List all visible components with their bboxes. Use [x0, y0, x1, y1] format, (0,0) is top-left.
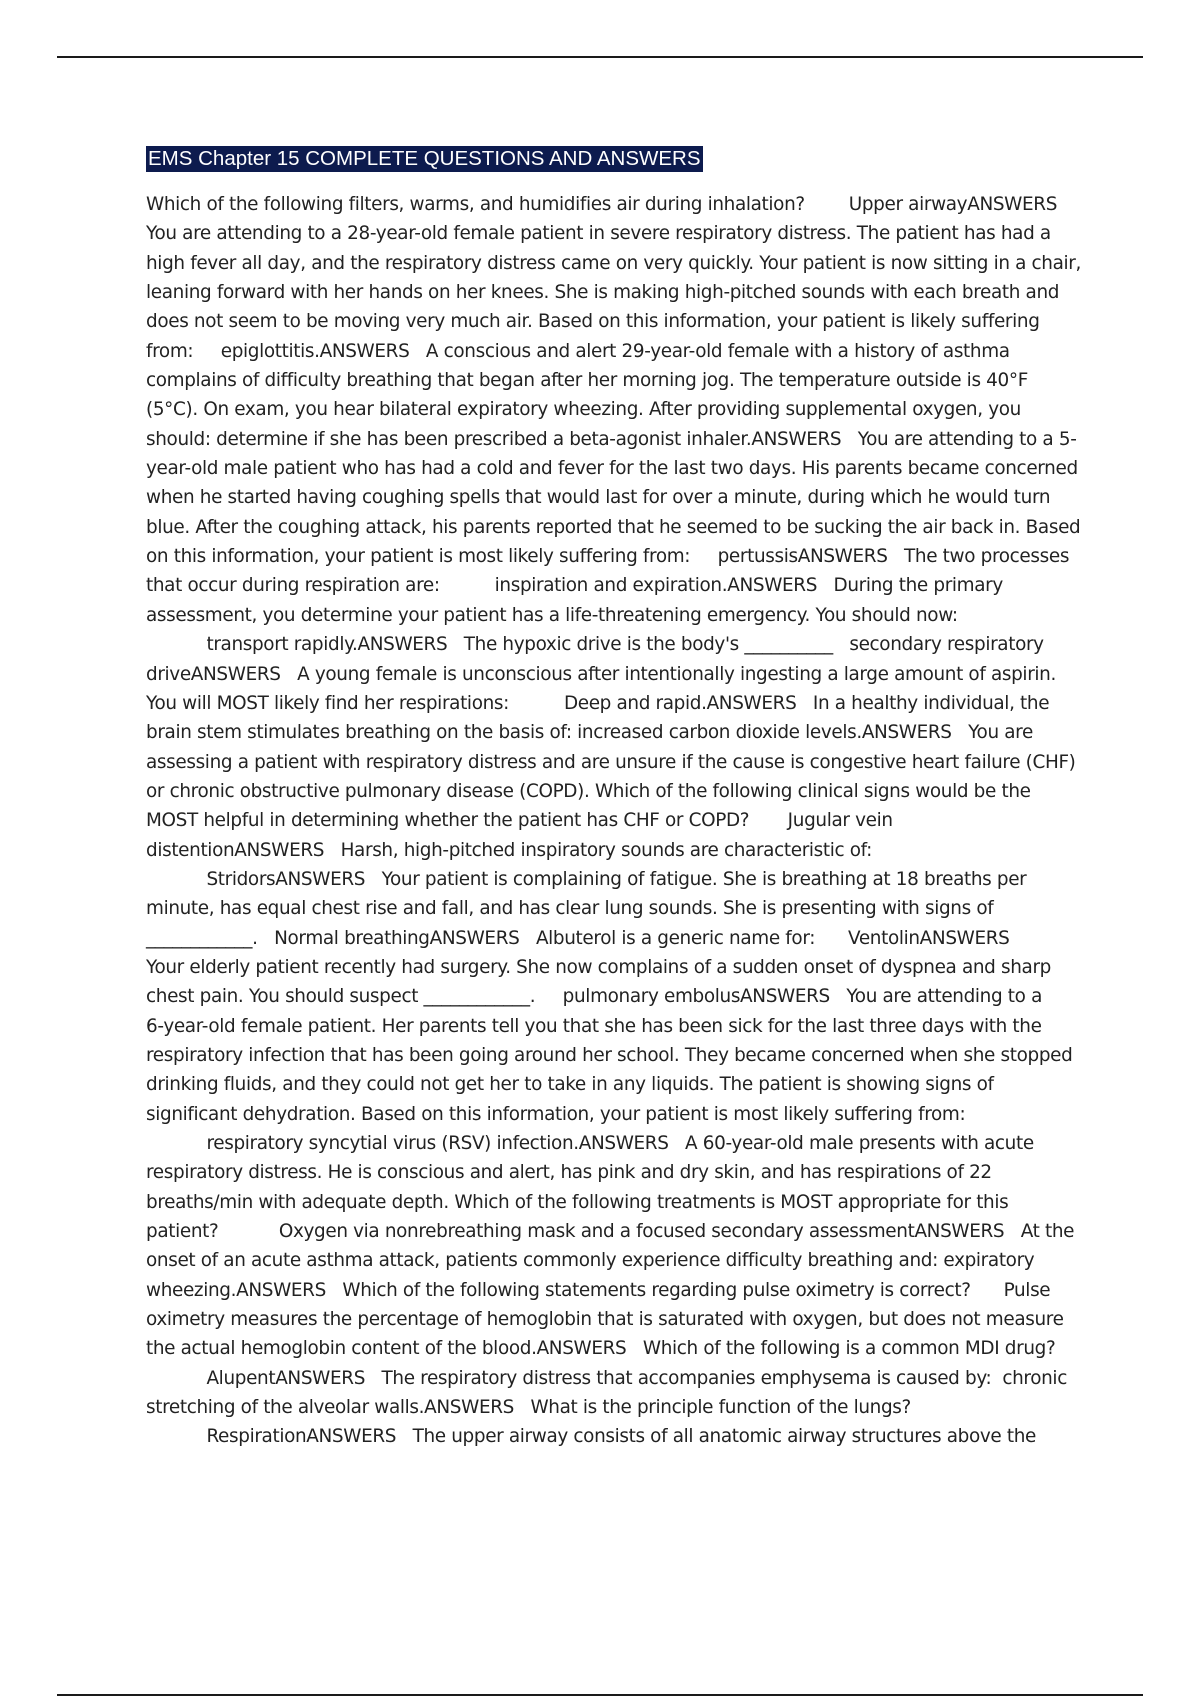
top-rule	[57, 56, 1143, 58]
text-line: wheezing.ANSWERS Which of the following statements regarding pulse oximetry is correct? Pulse	[146, 1279, 1051, 1301]
text-line: does not seem to be moving very much air. Based on this information, your patient is likely suffering	[146, 311, 1040, 333]
text-line: or chronic obstructive pulmonary disease (COPD). Which of the following clinical signs would be the	[146, 780, 1031, 802]
text-line: assessing a patient with respiratory distress and are unsure if the cause is congestive heart failure (CHF)	[146, 751, 1076, 773]
text-line: when he started having coughing spells that would last for over a minute, during which he would turn	[146, 487, 1051, 509]
text-line: ____________. Normal breathingANSWERS Albuterol is a generic name for: VentolinANSWERS	[146, 927, 1010, 949]
text-line: (5°C). On exam, you hear bilateral expiratory wheezing. After providing supplemental oxygen, you	[146, 399, 1021, 421]
text-line: respiratory distress. He is conscious and alert, has pink and dry skin, and has respirations of 22	[146, 1162, 992, 1184]
text-line: minute, has equal chest rise and fall, and has clear lung sounds. She is presenting with signs of	[146, 898, 994, 920]
text-line: Which of the following filters, warms, and humidifies air during inhalation? Upper airwayANSWERS	[146, 194, 1058, 215]
text-line: 6-year-old female patient. Her parents tell you that she has been sick for the last three days with the	[146, 1015, 1042, 1037]
text-line: transport rapidly.ANSWERS The hypoxic drive is the body's __________ secondary respiratory	[146, 634, 1044, 656]
text-line: complains of difficulty breathing that began after her morning jog. The temperature outside is 40°F	[146, 370, 1028, 392]
text-line: respiratory infection that has been going around her school. They became concerned when she stopped	[146, 1044, 1073, 1066]
text-line: respiratory syncytial virus (RSV) infection.ANSWERS A 60-year-old male presents with acute	[146, 1133, 1034, 1154]
text-line: stretching of the alveolar walls.ANSWERS What is the principle function of the lungs?	[146, 1397, 911, 1419]
text-line: RespirationANSWERS The upper airway consists of all anatomic airway structures above the	[146, 1426, 1036, 1448]
text-line: drinking fluids, and they could not get her to take in any liquids. The patient is showing signs of	[146, 1074, 994, 1096]
text-line: MOST helpful in determining whether the patient has CHF or COPD? Jugular vein	[146, 810, 893, 832]
text-line: brain stem stimulates breathing on the basis of: increased carbon dioxide levels.ANSWERS You are	[146, 722, 1033, 744]
text-line: leaning forward with her hands on her knees. She is making high-pitched sounds with each breath and	[146, 282, 1060, 304]
text-line: on this information, your patient is most likely suffering from: pertussisANSWERS The two processes	[146, 546, 1070, 568]
text-line: chest pain. You should suspect ____________. pulmonary embolusANSWERS You are attending to a	[146, 986, 1042, 1008]
text-line: AlupentANSWERS The respiratory distress that accompanies emphysema is caused by: chronic	[146, 1367, 1067, 1389]
text-line: high fever all day, and the respiratory distress came on very quickly. Your patient is now sitting in a chair,	[146, 252, 1081, 274]
text-line: that occur during respiration are: inspiration and expiration.ANSWERS During the primary	[146, 575, 1003, 597]
text-line: assessment, you determine your patient has a life-threatening emergency. You should now:	[146, 604, 958, 626]
text-line: onset of an acute asthma attack, patients commonly experience difficulty breathing and: expiratory	[146, 1250, 1035, 1272]
text-line: breaths/min with adequate depth. Which of the following treatments is MOST appropriate for this	[146, 1191, 1009, 1213]
text-line: should: determine if she has been prescribed a beta-agonist inhaler.ANSWERS You are attending to a 5-	[146, 428, 1077, 450]
text-line: You will MOST likely find her respirations: Deep and rapid.ANSWERS In a healthy individual, the	[146, 692, 1050, 714]
text-line: distentionANSWERS Harsh, high-pitched inspiratory sounds are characteristic of:	[146, 839, 872, 861]
document-title: EMS Chapter 15 COMPLETE QUESTIONS AND ANSWERS	[148, 147, 701, 170]
text-line: the actual hemoglobin content of the blood.ANSWERS Which of the following is a common MDI drug?	[146, 1338, 1056, 1360]
text-line: patient? Oxygen via nonrebreathing mask and a focused secondary assessmentANSWERS At the	[146, 1221, 1075, 1243]
text-line: blue. After the coughing attack, his parents reported that he seemed to be sucking the air back in. Based	[146, 516, 1081, 538]
text-line: from: epiglottitis.ANSWERS A conscious and alert 29-year-old female with a history of asthma	[146, 340, 1010, 362]
text-line: StridorsANSWERS Your patient is complaining of fatigue. She is breathing at 18 breaths per	[146, 868, 1027, 890]
text-line: You are attending to a 28-year-old female patient in severe respiratory distress. The patient has had a	[146, 223, 1051, 245]
text-line: year-old male patient who has had a cold and fever for the last two days. His parents became concerned	[146, 458, 1078, 480]
text-line: Your elderly patient recently had surgery. She now complains of a sudden onset of dyspnea and sharp	[146, 956, 1051, 978]
document-body	[146, 190, 1106, 1452]
text-line: driveANSWERS A young female is unconscious after intentionally ingesting a large amount of aspirin.	[146, 663, 1056, 685]
text-line: significant dehydration. Based on this information, your patient is most likely suffering from:	[146, 1103, 966, 1125]
bottom-rule	[57, 1694, 1143, 1696]
text-line: oximetry measures the percentage of hemoglobin that is saturated with oxygen, but does not measure	[146, 1309, 1064, 1331]
